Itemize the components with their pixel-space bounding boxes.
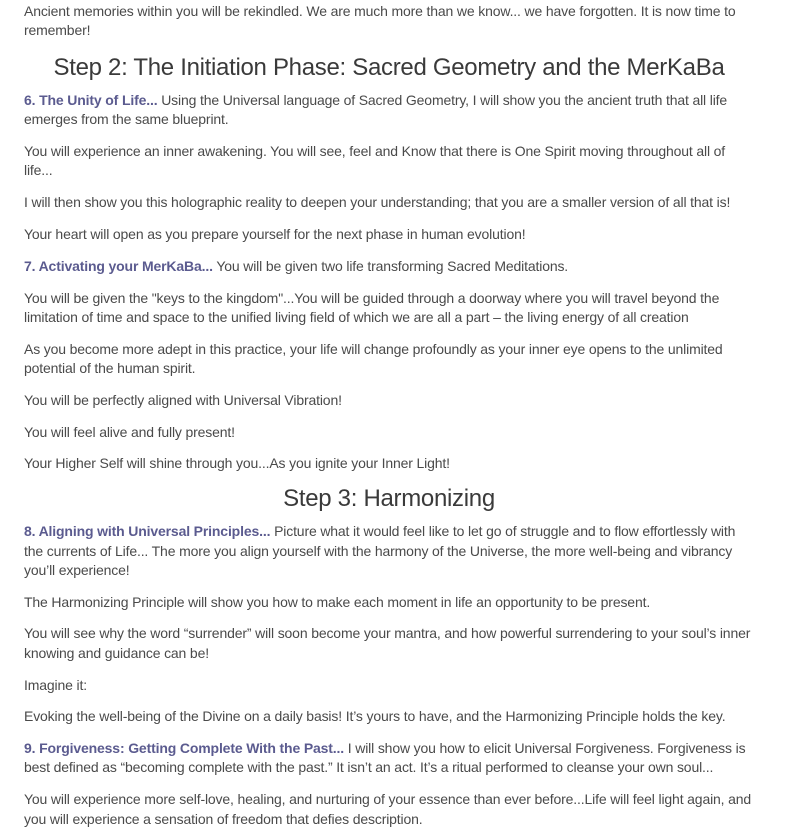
step3-paragraph: Evoking the well-being of the Divine on a daily basis! It’s yours to have, and the Harmonizing Principle holds the key. [24,708,726,725]
step2-paragraph: You will feel alive and fully present! [24,423,235,440]
step3-paragraph: You will experience more self-love, healing, and nurturing of your essence than ever before...Life will feel light again, and you will experience a sensation of freedom that defies description. [24,791,752,827]
item-8-paragraph [24,522,754,580]
item-9-lead: 9. Forgiveness: Getting Complete With the Past... [24,740,345,757]
item-9-text: I will show you how to elicit Universal Forgiveness. Forgiveness is best defined as “becoming complete with the past.” It isn’t an act. It’s a ritual performed to cleanse your own soul... [24,740,746,776]
step3-paragraph: The Harmonizing Principle will show you how to make each moment in life an opportunity to be present. [24,593,651,610]
item-7-lead: 7. Activating your MerKaBa... [24,257,213,274]
step3-paragraph: You will see why the word “surrender” will soon become your mantra, and how powerful surrendering to your soul’s inner knowing and guidance can be! [24,625,751,661]
intro-paragraph: Ancient memories within you will be rekindled. We are much more than we know... we have forgotten. It is now time to remember! [24,3,736,39]
item-6-text: Using the Universal language of Sacred Geometry, I will show you the ancient truth that all life emerges from the same blueprint. [24,92,728,128]
step3-paragraph: Imagine it: [24,676,87,693]
step2-paragraph: I will then show you this holographic reality to deepen your understanding; that you are a smaller version of all that is! [24,194,731,211]
step2-paragraph: You will experience an inner awakening. You will see, feel and Know that there is One Spirit moving throughout all of life... [24,143,726,179]
step2-paragraph: Your heart will open as you prepare yourself for the next phase in human evolution! [24,226,526,243]
item-7-paragraph [24,257,754,276]
step2-paragraph: Your Higher Self will shine through you...As you ignite your Inner Light! [24,455,450,472]
step2-heading: Step 2: The Initiation Phase: Sacred Geometry and the MerKaBa [53,54,725,82]
item-9-paragraph [24,739,754,778]
item-8-text: Picture what it would feel like to let go of struggle and to flow effortlessly with the currents of Life... The more you align yourself with the harmony of the Universe, the more well-being and vibrancy you’ll experience! [24,523,736,578]
step2-paragraph: As you become more adept in this practice, your life will change profoundly as your inner eye opens to the unlimited potential of the human spirit. [24,340,723,377]
step3-heading: Step 3: Harmonizing [283,485,495,513]
item-6-paragraph [24,91,754,130]
step2-paragraph: You will be given the "keys to the kingdom"...You will be guided through a doorway where you will travel beyond the limitation of time and space to the unified living field of which we are all a part – the living energy of all creation [24,289,720,325]
step2-paragraph: You will be perfectly aligned with Universal Vibration! [24,391,342,408]
item-8-lead: 8. Aligning with Universal Principles... [24,523,271,540]
item-7-text: You will be given two life transforming Sacred Meditations. [212,257,569,274]
item-6-lead: 6. The Unity of Life... [24,92,158,109]
